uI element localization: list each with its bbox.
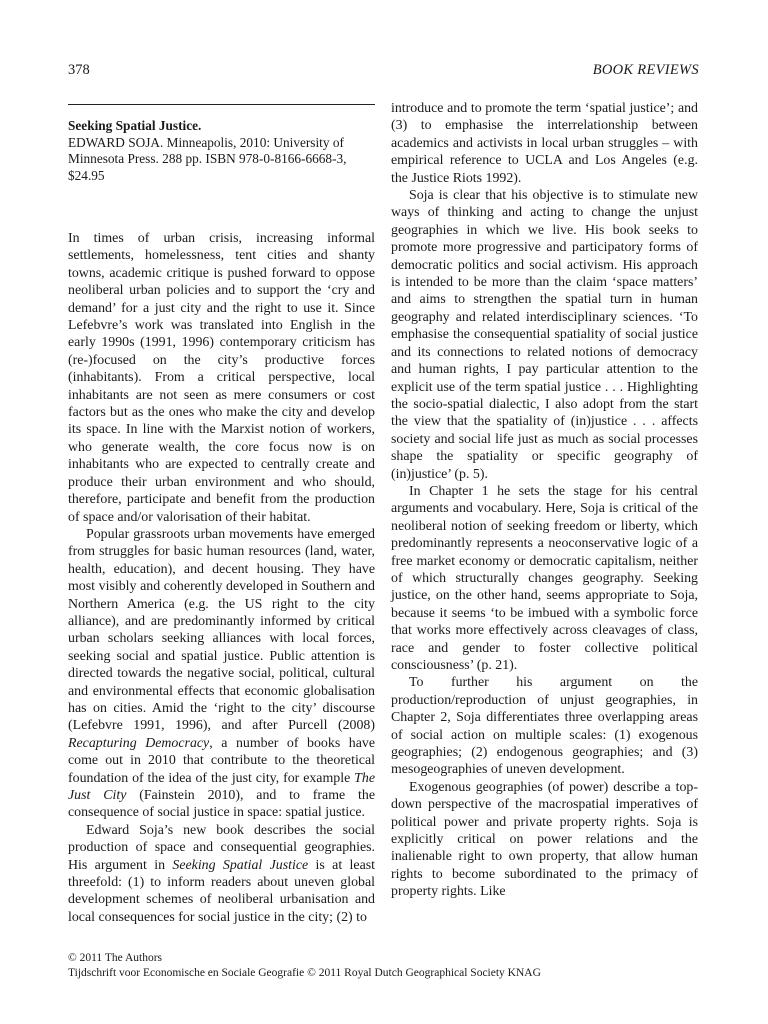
paragraph: Soja is clear that his objective is to stimulate new ways of thinking and acting to change the unjust geographies in which we live. His book seeks to promote more progressive and participatory forms of democratic politics and social activism. His approach is intended to be more than the claim ‘space matters’ and aims to strengthen the spatial turn in human geography and related interdisciplinary sciences. ‘To emphasise the consequential spatiality of social justice and its connections to related notions of democracy and human rights, I pay particular attention to the explicit use of the term spatial justice . . . Highlighting the socio-spatial dialectic, I also adopt from the start the view that the spatiality of (in)justice . . . affects society and social life just as much as social processes shape the spatiality or specific geography of (in)justice’ (p. 5).	[391, 188, 698, 482]
paragraph: Edward Soja’s new book describes the social production of space and consequential geographies. His argument in Seeking Spatial Justice is at least threefold: (1) to inform readers about uneven global development schemes of neoliberal urbanisation and local consequences for social justice in the city; (2) to	[68, 822, 376, 925]
paragraph: introduce and to promote the term ‘spatial justice’; and (3) to emphasise the interrelationship between academics and activists in local urban struggles – with empirical reference to UCLA and Los Angeles (e.g. the Justice Riots 1992).	[391, 101, 698, 186]
copyright-line: © 2011 The Authors	[68, 952, 163, 964]
bib-details: . Minneapolis, 2010: University of Minnesota Press. 288 pp. ISBN 978-0-8166-6668-3, $24.95	[68, 134, 347, 183]
page-footer	[68, 951, 708, 980]
journal-line: Tijdschrift voor Economische en Sociale Geografie © 2011 Royal Dutch Geographical Society KNAG	[68, 966, 541, 979]
left-column	[68, 104, 375, 926]
running-head: BOOK REVIEWS	[592, 62, 699, 78]
paragraph: To further his argument on the production/reproduction of unjust geographies, in Chapter 2, Soja differentiates three overlapping areas of social action on multiple scales: (1) exogenous geographies; (2) endogenous geographies; and (3) mesogeographies of uneven development.	[391, 675, 698, 778]
paragraph: Popular grassroots urban movements have emerged from struggles for basic human resources (land, water, health, education), and decent housing. They have most visibly and coherently developed in Southern and Northern America (e.g. the US right to the city alliance), and are predominantly informed by critical urban scholars seeking alliances with local forces, seeking social and spatial justice. Public attention is directed towards the negative social, political, cultural and environmental effects that economic globalisation has on cities. Amid the ‘right to the city’ discourse (Lefebvre 1991, 1996), and after Purcell (2008) Recapturing Democracy, a number of books have come out in 2010 that contribute to the theoretical foundation of the idea of the just city, for example The Just City (Fainstein 2010), and to frame the consequence of social justice in space: spatial justice.	[68, 526, 375, 821]
page-number: 378	[68, 62, 90, 78]
paragraph: In Chapter 1 he sets the stage for his central arguments and vocabulary. Here, Soja is critical of the neoliberal notion of seeking freedom or liberty, which predominantly represents a neoconservative logic of a free market economy or democratic capitalism, neither of which structurally changes geography. Seeking justice, on the other hand, seems appropriate to Soja, because it seems ‘to be imbued with a symbolic force that works more effectively across cleavages of class, race and gender to foster collective political consciousness’ (p. 21).	[391, 483, 698, 673]
bibliographic-info	[68, 135, 375, 185]
paragraph: Exogenous geographies (of power) describe a top-down perspective of the macrospatial imperatives of political power and private property rights. Soja is explicitly critical on power relations and the inalienable right to own property, that allow human rights to become subordinated to the primacy of property rights. Like	[391, 779, 698, 900]
right-column	[391, 100, 698, 901]
book-title: Seeking Spatial Justice.	[68, 118, 202, 133]
book-author: EDWARD SOJA	[68, 134, 160, 150]
page-header	[68, 62, 699, 82]
title-rule	[68, 104, 375, 105]
paragraph: In times of urban crisis, increasing informal settlements, homelessness, tent cities and shanty towns, academic critique is pushed forward to oppose neoliberal urban policies and to support the ‘cry and demand’ for a just city and the right to use it. Since Lefebvre’s work was translated into English in the early 1990s (1991, 1996) contemporary criticism has (re-)focused on the city’s productive forces (inhabitants). From a critical perspective, local inhabitants are not seen as mere consumers or cost factors but as the ones who make the city and develop its space. In line with the Marxist notion of workers, who generate wealth, the core focus now is on inhabitants who are expected to centrally create and produce their urban environment and who should, therefore, participate and benefit from the production of space and/or valorisation of their habitat.	[68, 231, 375, 525]
